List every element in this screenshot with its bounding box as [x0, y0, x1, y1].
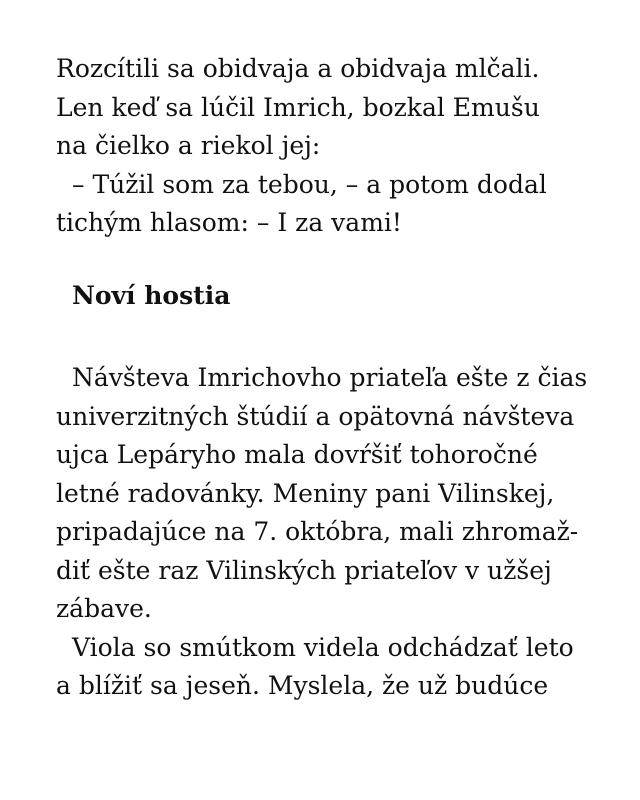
text-line: pripadajúce na 7. októbra, mali zhromaž-: [56, 517, 579, 546]
text-line: Viola so smútkom videla odchádzať leto: [72, 632, 574, 662]
text-line: diť ešte raz Vilinských priateľov v užšej: [56, 555, 552, 585]
text-line: tichým hlasom: – I za vami!: [56, 208, 402, 237]
text-line: zábave.: [56, 594, 152, 623]
text-line: Len keď sa lúčil Imrich, bozkal Emušu: [56, 92, 540, 122]
text-line: Rozcítili sa obidvaja a obidvaja mlčali.: [56, 54, 540, 83]
paragraph-spacer: [56, 243, 616, 277]
text-line: ujca Lepáryho mala dovŕšiť tohoročné: [56, 440, 538, 469]
text-line: na čielko a riekol jej:: [56, 131, 321, 160]
book-page: [56, 50, 616, 706]
heading-spacer: [56, 315, 616, 359]
text-line: – Túžil som za tebou, – a potom dodal: [72, 169, 547, 199]
paragraph-2: [56, 166, 616, 243]
text-line: Návšteva Imrichovho priateľa ešte z čias: [72, 363, 588, 392]
section-heading: Noví hostia: [72, 280, 231, 310]
text-line: a blížiť sa jeseň. Myslela, že už budúce: [56, 671, 549, 700]
paragraph-4: [56, 629, 616, 706]
paragraph-3: [56, 359, 616, 629]
text-line: univerzitných štúdií a opätovná návšteva: [56, 401, 575, 431]
paragraph-1: [56, 50, 616, 166]
text-line: letné radovánky. Meniny pani Vilinskej,: [56, 478, 555, 508]
